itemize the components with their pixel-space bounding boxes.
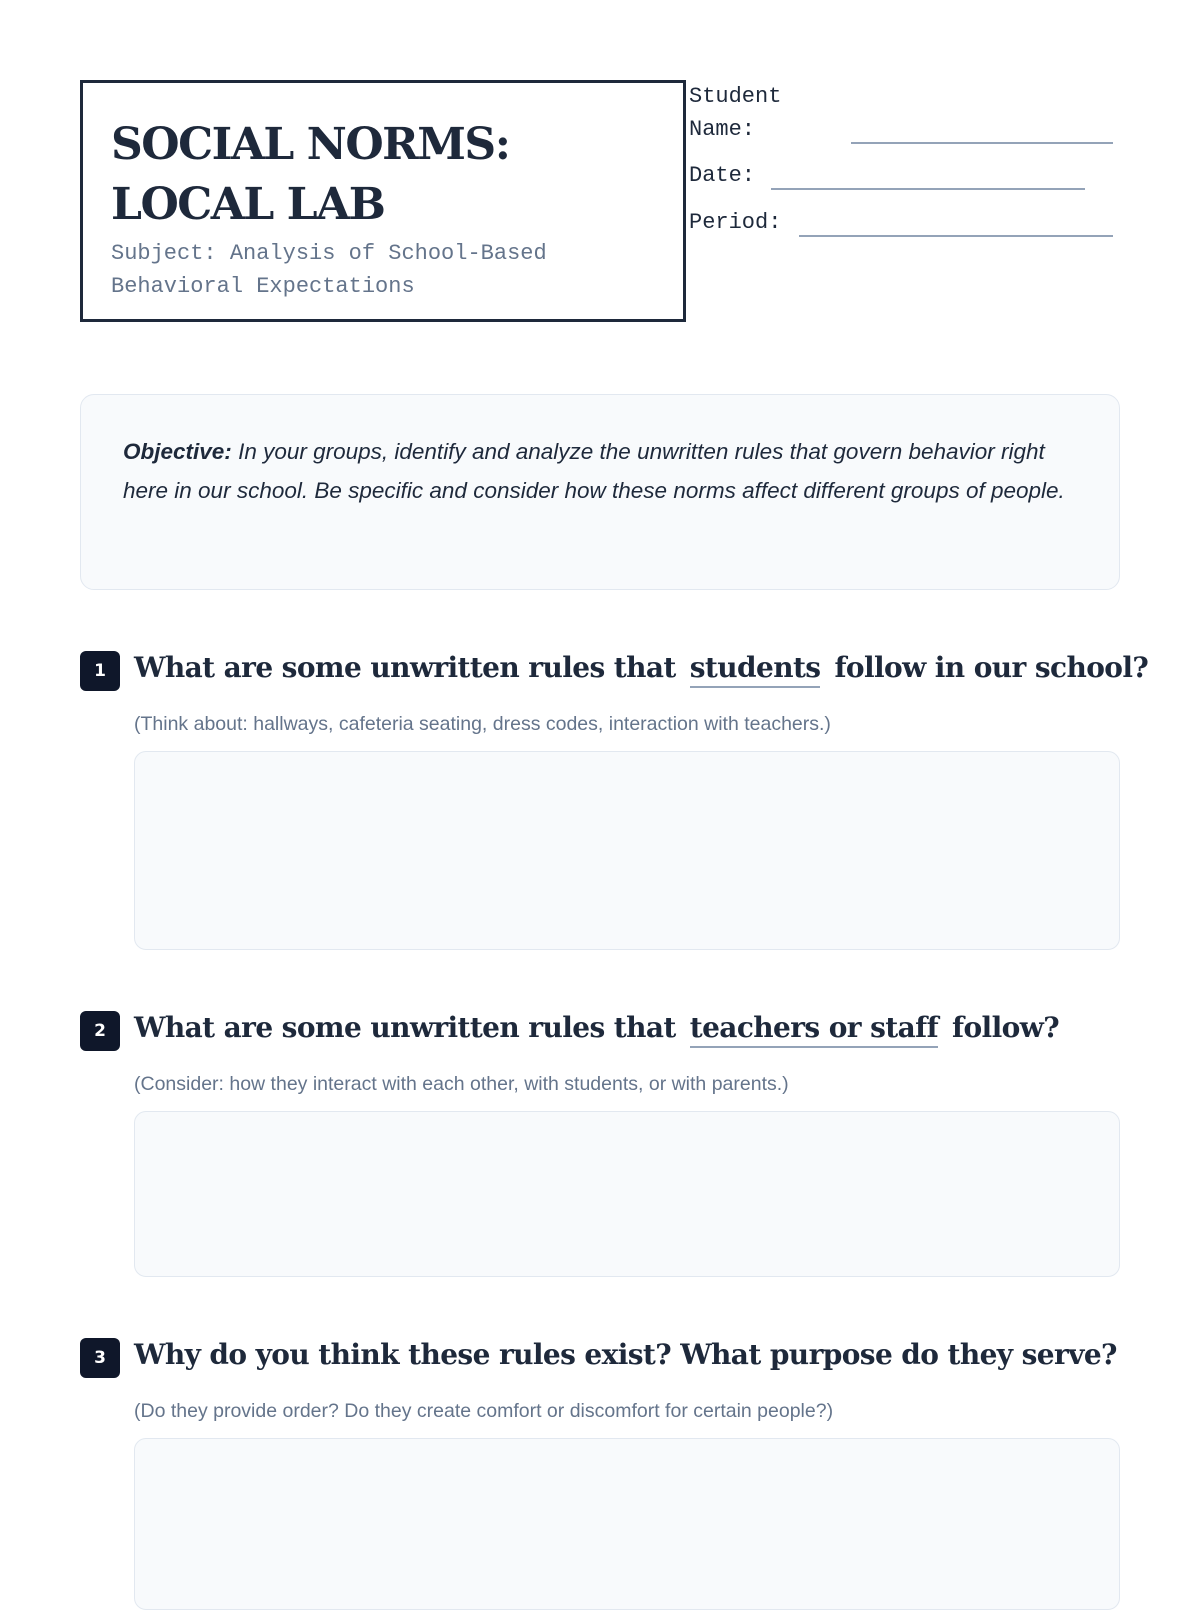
question-title: Why do you think these rules exist? What purpose do they serve? [134,1338,1117,1371]
question-number-badge: 1 [80,651,120,691]
title-line-2: LOCAL LAB [111,179,385,230]
answer-box-2[interactable] [134,1111,1120,1277]
question-title [134,645,1148,691]
question-title-emphasis: teachers or staff [690,1010,938,1048]
period-field[interactable] [799,235,1113,237]
page-title [111,115,655,235]
title-box [80,80,686,322]
title-line-1: SOCIAL NORMS: [111,119,510,170]
question-number-badge: 2 [80,1011,120,1051]
question-title-after: follow in our school? [834,651,1149,684]
answer-box-3[interactable] [134,1438,1120,1610]
question-hint: (Do they provide order? Do they create comfort or discomfort for certain people?) [134,1400,834,1422]
objective-text [123,433,1077,510]
date-field[interactable] [771,188,1085,190]
student-name-field[interactable] [851,142,1113,144]
question-number-badge: 3 [80,1338,120,1378]
worksheet-header [80,80,1120,328]
question-title-before: What are some unwritten rules that [134,1011,676,1044]
answer-box-1[interactable] [134,751,1120,950]
objective-body: In your groups, identify and analyze the unwritten rules that govern behavior right here in our school. Be specific and consider how these norms affect different groups of people. [123,439,1065,503]
period-label: Period: [689,210,782,235]
page-subtitle: Subject: Analysis of School-Based Behavioral Expectations [111,241,547,299]
question-title [134,1005,1059,1051]
student-name-label: Student Name: [689,84,782,142]
question-hint: (Consider: how they interact with each other, with students, or with parents.) [134,1073,789,1095]
objective-label: Objective: [123,439,232,464]
objective-panel [80,394,1120,590]
question-hint: (Think about: hallways, cafeteria seating, dress codes, interaction with teachers.) [134,713,831,735]
question-title-after: follow? [952,1011,1060,1044]
date-label: Date: [689,163,756,188]
question-title-emphasis: students [690,650,821,688]
question-title-before: What are some unwritten rules that [134,651,676,684]
